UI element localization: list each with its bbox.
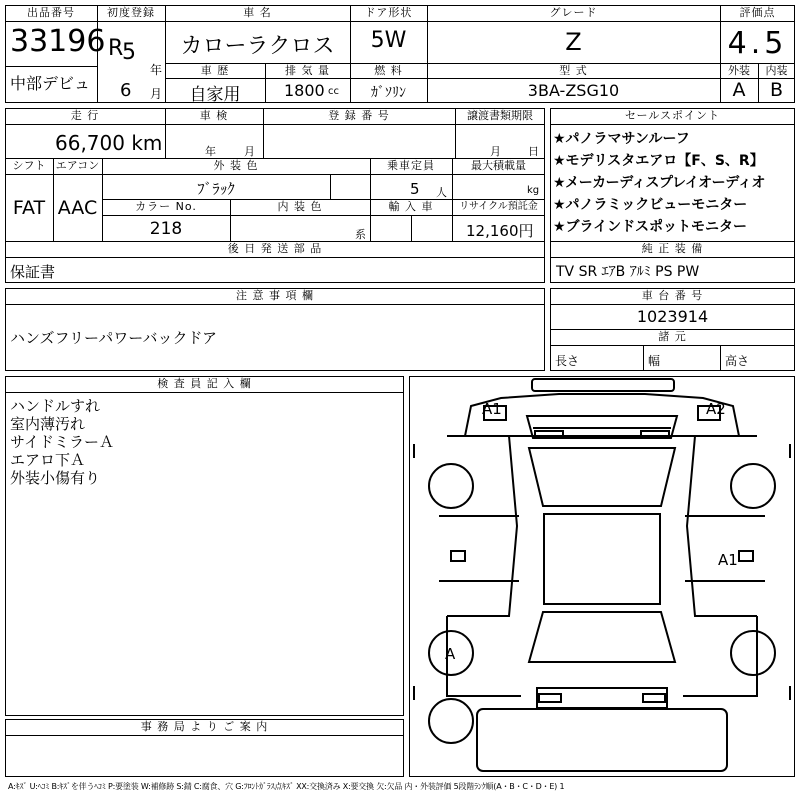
sales-point: ★パノラマサンルーフ — [553, 131, 690, 147]
fuel: ｶﾞｿﾘﾝ — [371, 85, 406, 101]
grade-label: グレード — [549, 6, 598, 19]
interior-grade: B — [769, 79, 784, 101]
car-diagram-drawing — [409, 376, 795, 777]
inspection-year: 年 — [205, 145, 216, 158]
grade: Z — [565, 28, 582, 56]
equipment-label: 純 正 装 備 — [641, 242, 704, 255]
shift-label: シフト — [12, 159, 46, 172]
sales-point: ★メーカーディスプレイオーディオ — [553, 175, 765, 191]
mark-left-rear-wheel: A — [445, 645, 456, 663]
mileage: 66,700 km — [55, 131, 163, 155]
interior-label: 内装 — [765, 64, 788, 77]
door: 5W — [370, 28, 407, 53]
legend: A:ｷｽﾞ U:ﾍｺﾐ B:ｷｽﾞを伴うﾍｺﾐ P:要塗装 W:補修跡 S:錆 C:腐食、穴 G:ﾌﾛﾝﾄｶﾞﾗｽ点ｷｽﾞ XX:交換済み X:要交換 欠:欠品 内・外装評価 5段階ﾗﾝｸ順(A・B・C・D・E) 1 — [8, 782, 565, 791]
dims-label: 諸 元 — [658, 330, 687, 343]
capacity-unit: 人 — [436, 186, 447, 199]
exterior-label: 外装 — [728, 64, 750, 77]
color-label: 外 装 色 — [213, 159, 259, 172]
transfer-label: 譲渡書類期限 — [467, 109, 533, 122]
ac-label: エアコン — [55, 159, 100, 172]
int-color-label: 内 装 色 — [277, 200, 323, 213]
reg-no-label: 登 録 番 号 — [328, 109, 390, 122]
first-reg-label: 初度登録 — [107, 6, 155, 19]
door-label: ドア形状 — [364, 6, 413, 19]
inspector-line: サイドミラーＡ — [10, 433, 114, 451]
dims-height: 高さ — [725, 354, 750, 368]
mileage-label: 走 行 — [70, 109, 100, 122]
chassis-no: 1023914 — [636, 307, 709, 326]
sales-points-label: セールスポイント — [624, 109, 720, 122]
mark-right-side: A1 — [718, 551, 738, 569]
max-load-label: 最大積載量 — [471, 159, 526, 172]
inspection-label: 車 検 — [199, 109, 229, 122]
displacement: 1800 — [284, 81, 325, 100]
notes-value: ハンズフリーパワーバックドア — [10, 329, 218, 347]
shift: FAT — [12, 197, 46, 219]
month-unit: 月 — [150, 87, 163, 101]
fuel-label: 燃 料 — [374, 64, 403, 77]
transfer-month: 月 — [490, 145, 501, 158]
color: ﾌﾞﾗｯｸ — [197, 180, 235, 198]
car-name: カローラクロス — [180, 34, 335, 59]
car-name-label: 車 名 — [243, 6, 272, 19]
history: 自家用 — [189, 85, 241, 105]
kg-unit: kg — [527, 185, 540, 196]
score-label: 評価点 — [739, 6, 776, 19]
lot-no-label: 出品番号 — [27, 6, 75, 19]
displacement-label: 排 気 量 — [285, 64, 330, 77]
equipment: TV SR ｴｱB ｱﾙﾐ PS PW — [556, 264, 700, 280]
sales-point: ★モデリスタエアロ【F、S、R】 — [553, 153, 764, 169]
year-unit: 年 — [150, 63, 163, 77]
capacity: 5 — [410, 180, 420, 198]
sales-point: ★ブラインドスポットモニター — [553, 219, 747, 235]
model: 3BA-ZSG10 — [527, 81, 620, 100]
debut-label: 中部デビュ — [10, 74, 91, 93]
transfer-day: 日 — [528, 145, 539, 158]
color-no: 218 — [149, 219, 183, 239]
history-label: 車 歴 — [200, 64, 230, 77]
office-label: 事 務 局 よ り ご 案 内 — [140, 720, 269, 733]
dims-width: 幅 — [648, 354, 661, 368]
inspection-month: 月 — [244, 145, 255, 158]
mark-front-left: A1 — [482, 400, 502, 418]
inspector-line: 外装小傷有り — [10, 469, 101, 487]
later-item: 保証書 — [10, 263, 56, 281]
int-color-kei: 系 — [355, 228, 366, 241]
import-label: 輸 入 車 — [388, 200, 434, 213]
later-label: 後 日 発 送 部 品 — [227, 242, 323, 255]
cc-unit: cc — [328, 86, 339, 97]
era: R — [108, 36, 124, 61]
chassis-label: 車 台 番 号 — [641, 289, 704, 302]
ac: AAC — [57, 197, 98, 219]
color-no-label: カラー No. — [135, 200, 197, 213]
sales-point: ★パノラミックビューモニター — [553, 197, 748, 213]
inspector-line: エアロ下Ａ — [10, 451, 86, 469]
month: 6 — [120, 80, 132, 101]
mark-front-right: A2 — [706, 400, 726, 418]
inspector-line: 室内薄汚れ — [10, 415, 86, 433]
recycle-label: リサイクル預託金 — [459, 201, 538, 212]
score: 4.5 — [727, 26, 788, 61]
notes-label: 注 意 事 項 欄 — [236, 289, 314, 302]
dims-length: 長さ — [555, 354, 580, 368]
capacity-label: 乗車定員 — [387, 159, 435, 172]
inspector-label: 検 査 員 記 入 欄 — [157, 377, 252, 390]
lot-no: 33196 — [10, 24, 106, 59]
exterior-grade: A — [732, 79, 746, 101]
model-label: 型 式 — [559, 64, 588, 77]
inspector-line: ハンドルすれ — [10, 397, 101, 415]
recycle: 12,160円 — [466, 222, 534, 240]
era-year: 5 — [122, 40, 136, 65]
